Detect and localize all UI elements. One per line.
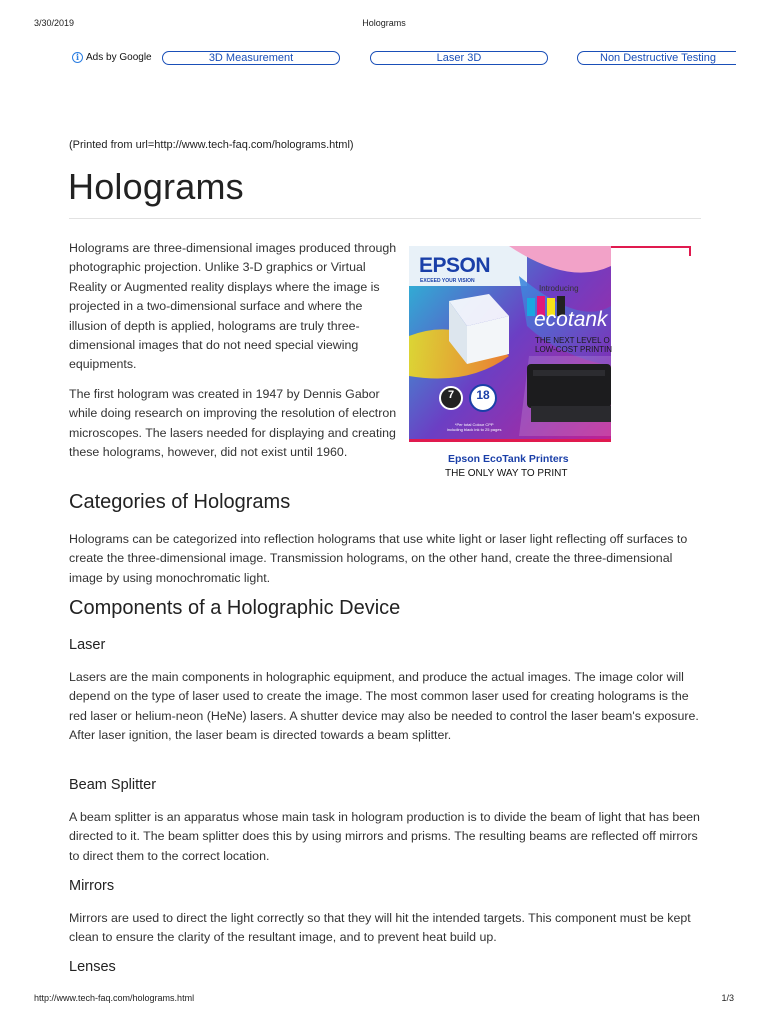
page-title: Holograms: [68, 166, 244, 207]
ad-fine-print-line-2: including black ink to 25 pages: [447, 427, 502, 432]
categories-text: Holograms can be categorized into reflection holograms that use white light or laser light reflecting off surfaces to create the three-dimensional image. Transmission holograms, on the other hand, create the three-dimensional image by using monochromatic light.: [69, 532, 688, 585]
ad-slogan: THE ONLY WAY TO PRINT: [445, 468, 568, 479]
footer-page-number: 1/3: [721, 993, 734, 1003]
title-divider: [69, 218, 701, 219]
ad-right-column: [611, 246, 691, 483]
printed-from-url: (Printed from url=http://www.tech-faq.com/holograms.html): [69, 139, 354, 151]
ad-printers-headline: Epson EcoTank Printers: [448, 453, 569, 465]
ads-bar: [72, 49, 736, 69]
ad-link-non-destructive-testing[interactable]: Non Destructive Testing: [577, 51, 736, 65]
heading-components: Components of a Holographic Device: [69, 597, 401, 619]
heading-laser: Laser: [69, 637, 106, 653]
ad-badge-18: 18: [469, 384, 497, 412]
mirrors-text: Mirrors are used to direct the light correctly so that they will hit the intended targets. This component must be kept clean to ensure the clarity of the resultant image, and to prevent heat build up.: [69, 911, 691, 945]
heading-categories: Categories of Holograms: [69, 491, 291, 513]
ad-introducing: Introducing: [539, 284, 579, 293]
ads-by-google[interactable]: [72, 52, 152, 63]
ad-link-3d-measurement[interactable]: 3D Measurement: [162, 51, 340, 65]
info-icon[interactable]: i: [72, 52, 83, 63]
heading-beam-splitter: Beam Splitter: [69, 777, 157, 793]
ad-product-name: ecotank: [534, 308, 608, 331]
ad-brand: EPSON: [419, 254, 491, 277]
print-footer: [34, 993, 734, 1005]
laser-text: Lasers are the main components in holographic equipment, and produce the actual images. The image color will depend on the type of laser used to create the image. The most common laser used for creating holograms is the red laser or helium-neon (HeNe) lasers. A shutter device may also be needed to control the laser beam's exposure. After laser ignition, the laser beam is directed towards a beam splitter.: [69, 670, 699, 743]
footer-url: http://www.tech-faq.com/holograms.html: [34, 993, 195, 1003]
ad-fine-print: [447, 422, 501, 432]
ad-next-level: [535, 336, 612, 354]
ad-badge-7: 7: [439, 386, 463, 410]
heading-mirrors: Mirrors: [69, 878, 115, 894]
print-title: Holograms: [362, 18, 406, 28]
ad-next-level-line-1: THE NEXT LEVEL O: [535, 336, 610, 345]
intro-paragraph-2: The first hologram was created in 1947 by Dennis Gabor while doing research on improving the resolution of electron microscopes. The lasers needed for displaying and creating these holograms, however, did not exist until 1960.: [69, 386, 397, 460]
heading-lenses: Lenses: [69, 959, 116, 975]
ad-link-laser-3d[interactable]: Laser 3D: [370, 51, 548, 65]
ad-tagline: EXCEED YOUR VISION: [420, 278, 475, 284]
epson-ad-banner[interactable]: [409, 246, 691, 483]
beam-splitter-text: A beam splitter is an apparatus whose main task in hologram production is to divide the beam of light that has been directed to it. The beam splitter does this by using mirrors and prisms. The resulting beams are reflected off mirrors to direct them to the correct location.: [69, 810, 700, 863]
print-header: [34, 18, 734, 32]
ad-fine-print-line-1: *Per total Colour CPP: [454, 422, 494, 427]
ad-next-level-line-2: LOW-COST PRINTIN: [535, 345, 613, 354]
intro-text: [69, 239, 401, 472]
print-date: 3/30/2019: [34, 18, 75, 28]
ads-label-text: Ads by Google: [86, 52, 152, 63]
intro-paragraph-1: Holograms are three-dimensional images produced through photographic projection. Unlike 3-D graphics or Virtual Reality or Augmented reality displays where the image is projected in a two-dimensional surface and where the illusion of depth is applied, holograms are truly three-dimensional images that do not need special viewing equipments.: [69, 241, 397, 372]
